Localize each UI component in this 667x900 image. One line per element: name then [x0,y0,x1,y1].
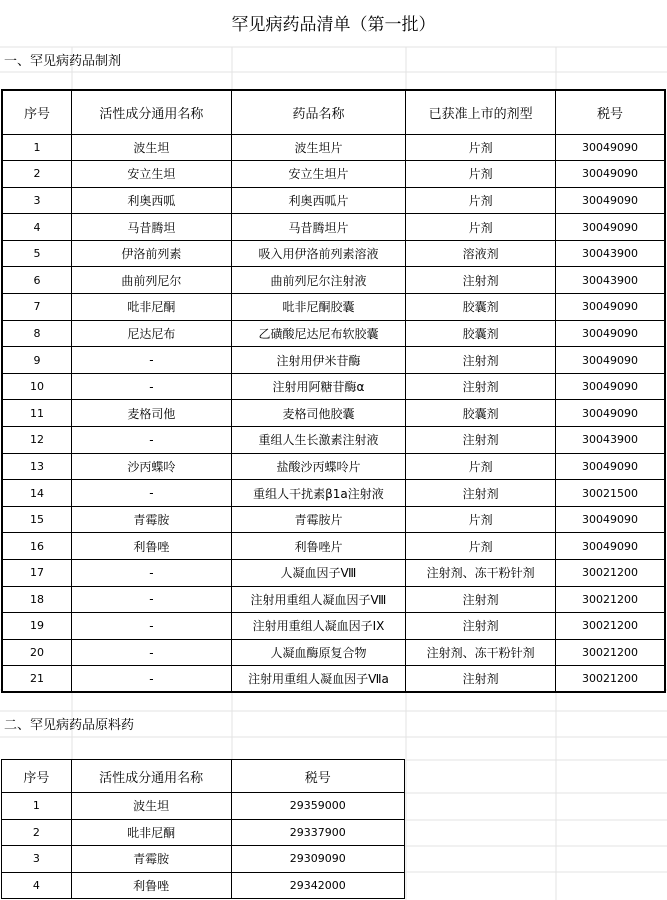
cell-active-ingredient[interactable]: - [72,427,232,454]
column-header-tax-code[interactable]: 税号 [231,760,404,793]
cell-active-ingredient[interactable]: 青霉胺 [72,506,232,533]
table-row [2,872,405,899]
cell-active-ingredient[interactable]: - [72,639,232,666]
cell-drug-name[interactable]: 人凝血因子Ⅷ [231,560,406,587]
cell-drug-name[interactable]: 盐酸沙丙蝶呤片 [231,453,406,480]
table-header-row [2,90,665,134]
cell-tax-code[interactable]: 30049090 [555,347,665,374]
cell-dosage-form[interactable]: 片剂 [406,214,556,241]
cell-index[interactable]: 8 [2,320,72,347]
column-header-dosage-form[interactable]: 已获准上市的剂型 [406,90,556,134]
cell-tax-code[interactable]: 30049090 [555,453,665,480]
cell-drug-name[interactable]: 青霉胺片 [231,506,406,533]
cell-index[interactable]: 4 [2,214,72,241]
raw-materials-table [1,759,405,899]
table-row [2,373,665,400]
column-header-tax-code[interactable]: 税号 [555,90,665,134]
cell-dosage-form[interactable]: 注射剂、冻干粉针剂 [406,560,556,587]
cell-drug-name[interactable]: 安立生坦片 [231,161,406,188]
cell-dosage-form[interactable]: 胶囊剂 [406,294,556,321]
cell-tax-code[interactable]: 30043900 [555,427,665,454]
cell-tax-code[interactable]: 30043900 [555,267,665,294]
cell-active-ingredient[interactable]: 伊洛前列素 [72,240,232,267]
cell-dosage-form[interactable]: 片剂 [406,453,556,480]
cell-index[interactable]: 16 [2,533,72,560]
cell-index[interactable]: 18 [2,586,72,613]
cell-active-ingredient[interactable]: - [72,586,232,613]
table-row [2,586,665,613]
cell-active-ingredient[interactable]: - [72,666,232,693]
cell-index[interactable]: 13 [2,453,72,480]
table-row [2,819,405,846]
cell-active-ingredient[interactable]: - [72,613,232,640]
cell-drug-name[interactable]: 人凝血酶原复合物 [231,639,406,666]
cell-index[interactable]: 12 [2,427,72,454]
cell-dosage-form[interactable]: 注射剂 [406,347,556,374]
cell-dosage-form[interactable]: 注射剂 [406,267,556,294]
cell-tax-code[interactable]: 29342000 [231,872,404,899]
cell-dosage-form[interactable]: 注射剂 [406,427,556,454]
cell-drug-name[interactable]: 注射用伊米苷酶 [231,347,406,374]
cell-active-ingredient[interactable]: 利鲁唑 [71,872,231,899]
cell-active-ingredient[interactable]: 吡非尼酮 [72,294,232,321]
cell-drug-name[interactable]: 吡非尼酮胶囊 [231,294,406,321]
cell-index[interactable]: 10 [2,373,72,400]
cell-dosage-form[interactable]: 注射剂 [406,586,556,613]
cell-tax-code[interactable]: 30021200 [555,613,665,640]
cell-drug-name[interactable]: 吸入用伊洛前列素溶液 [231,240,406,267]
cell-index[interactable]: 3 [2,846,72,873]
table-row [2,214,665,241]
column-header-active-ingredient[interactable]: 活性成分通用名称 [71,760,231,793]
table-row [2,846,405,873]
cell-index[interactable]: 6 [2,267,72,294]
cell-index[interactable]: 9 [2,347,72,374]
section-heading-formulations: 一、罕见病药品制剂 [4,54,122,69]
cell-tax-code[interactable]: 29359000 [231,793,404,820]
cell-tax-code[interactable]: 30021200 [555,666,665,693]
table-row [2,639,665,666]
table-row [2,294,665,321]
cell-drug-name[interactable]: 利鲁唑片 [231,533,406,560]
cell-dosage-form[interactable]: 注射剂 [406,666,556,693]
table-row [2,134,665,161]
cell-tax-code[interactable]: 30049090 [555,214,665,241]
cell-drug-name[interactable]: 注射用重组人凝血因子Ⅶa [231,666,406,693]
table-row [2,320,665,347]
formulations-table [1,89,666,693]
cell-tax-code[interactable]: 30021200 [555,586,665,613]
cell-index[interactable]: 14 [2,480,72,507]
cell-tax-code[interactable]: 29309090 [231,846,404,873]
table-row [2,453,665,480]
column-header-drug-name[interactable]: 药品名称 [231,90,406,134]
cell-active-ingredient[interactable]: - [72,480,232,507]
cell-active-ingredient[interactable]: - [72,560,232,587]
cell-active-ingredient[interactable]: 曲前列尼尔 [72,267,232,294]
cell-dosage-form[interactable]: 胶囊剂 [406,400,556,427]
cell-index[interactable]: 19 [2,613,72,640]
cell-index[interactable]: 7 [2,294,72,321]
cell-dosage-form[interactable]: 注射剂 [406,480,556,507]
table-row [2,161,665,188]
cell-active-ingredient[interactable]: 安立生坦 [72,161,232,188]
table-row [2,347,665,374]
cell-active-ingredient[interactable]: 尼达尼布 [72,320,232,347]
cell-index[interactable]: 2 [2,161,72,188]
cell-index[interactable]: 15 [2,506,72,533]
cell-dosage-form[interactable]: 片剂 [406,533,556,560]
cell-index[interactable]: 4 [2,872,72,899]
cell-dosage-form[interactable]: 注射剂 [406,613,556,640]
cell-dosage-form[interactable]: 片剂 [406,161,556,188]
table-row [2,427,665,454]
table-row [2,560,665,587]
cell-tax-code[interactable]: 30049090 [555,533,665,560]
table-row [2,267,665,294]
cell-index[interactable]: 20 [2,639,72,666]
cell-active-ingredient[interactable]: 波生坦 [71,793,231,820]
cell-tax-code[interactable]: 30049090 [555,320,665,347]
cell-index[interactable]: 21 [2,666,72,693]
cell-tax-code[interactable]: 30049090 [555,161,665,188]
cell-drug-name[interactable]: 利奥西呱片 [231,187,406,214]
cell-dosage-form[interactable]: 胶囊剂 [406,320,556,347]
table-row [2,793,405,820]
cell-index[interactable]: 3 [2,187,72,214]
table-row [2,666,665,693]
cell-drug-name[interactable]: 曲前列尼尔注射液 [231,267,406,294]
cell-drug-name[interactable]: 注射用阿糖苷酶α [231,373,406,400]
column-header-index[interactable]: 序号 [2,90,72,134]
column-header-index[interactable]: 序号 [2,760,72,793]
cell-tax-code[interactable]: 30021200 [555,639,665,666]
cell-dosage-form[interactable]: 片剂 [406,134,556,161]
column-header-active-ingredient[interactable]: 活性成分通用名称 [72,90,232,134]
cell-dosage-form[interactable]: 注射剂、冻干粉针剂 [406,639,556,666]
cell-active-ingredient[interactable]: 马昔腾坦 [72,214,232,241]
cell-drug-name[interactable]: 麦格司他胶囊 [231,400,406,427]
cell-tax-code[interactable]: 30021500 [555,480,665,507]
table-row [2,240,665,267]
table-row [2,613,665,640]
cell-dosage-form[interactable]: 溶液剂 [406,240,556,267]
cell-tax-code[interactable]: 30049090 [555,400,665,427]
cell-dosage-form[interactable]: 片剂 [406,506,556,533]
cell-active-ingredient[interactable]: 麦格司他 [72,400,232,427]
cell-index[interactable]: 17 [2,560,72,587]
cell-tax-code[interactable]: 30049090 [555,373,665,400]
section-heading-raw-materials: 二、罕见病药品原料药 [4,718,135,733]
cell-active-ingredient[interactable]: 利奥西呱 [72,187,232,214]
cell-index[interactable]: 1 [2,793,72,820]
table-row [2,533,665,560]
cell-tax-code[interactable]: 30049090 [555,187,665,214]
cell-active-ingredient[interactable]: - [72,347,232,374]
table-row [2,187,665,214]
cell-dosage-form[interactable]: 片剂 [406,187,556,214]
cell-index[interactable]: 2 [2,819,72,846]
cell-dosage-form[interactable]: 注射剂 [406,373,556,400]
cell-index[interactable]: 5 [2,240,72,267]
cell-active-ingredient[interactable]: - [72,373,232,400]
cell-tax-code[interactable]: 30049090 [555,134,665,161]
cell-tax-code[interactable]: 29337900 [231,819,404,846]
cell-tax-code[interactable]: 30049090 [555,506,665,533]
cell-active-ingredient[interactable]: 沙丙蝶呤 [72,453,232,480]
page-title: 罕见病药品清单（第一批） [231,15,436,35]
cell-drug-name[interactable]: 乙磺酸尼达尼布软胶囊 [231,320,406,347]
cell-active-ingredient[interactable]: 利鲁唑 [72,533,232,560]
cell-index[interactable]: 11 [2,400,72,427]
cell-active-ingredient[interactable]: 吡非尼酮 [71,819,231,846]
cell-drug-name[interactable]: 波生坦片 [231,134,406,161]
table-row [2,506,665,533]
cell-tax-code[interactable]: 30049090 [555,294,665,321]
cell-drug-name[interactable]: 马昔腾坦片 [231,214,406,241]
cell-tax-code[interactable]: 30021200 [555,560,665,587]
table-row [2,400,665,427]
cell-index[interactable]: 1 [2,134,72,161]
cell-tax-code[interactable]: 30043900 [555,240,665,267]
table-header-row [2,760,405,793]
cell-drug-name[interactable]: 重组人生长激素注射液 [231,427,406,454]
cell-active-ingredient[interactable]: 波生坦 [72,134,232,161]
cell-drug-name[interactable]: 重组人干扰素β1a注射液 [231,480,406,507]
cell-drug-name[interactable]: 注射用重组人凝血因子IX [231,613,406,640]
cell-active-ingredient[interactable]: 青霉胺 [71,846,231,873]
cell-drug-name[interactable]: 注射用重组人凝血因子Ⅷ [231,586,406,613]
table-row [2,480,665,507]
